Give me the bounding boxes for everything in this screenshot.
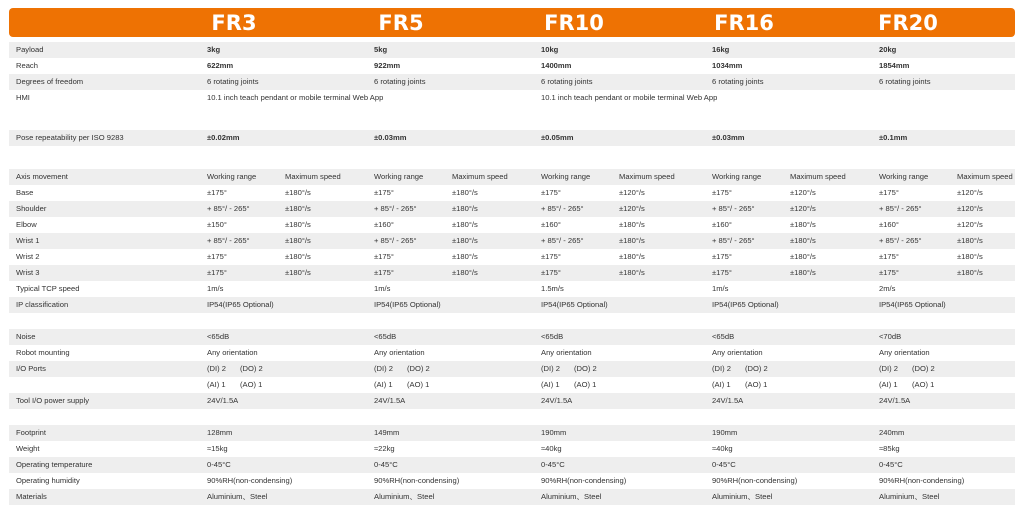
spec-row <box>9 345 1015 361</box>
working-range-value: ±175° <box>207 252 227 261</box>
spec-row <box>9 377 1015 393</box>
io-port-value: (AI) 1 <box>712 380 731 389</box>
working-range-value: ±175° <box>207 188 227 197</box>
spec-value: 2m/s <box>879 284 896 293</box>
spec-value: 1m/s <box>374 284 391 293</box>
spec-value: 24V/1.5A <box>541 396 573 405</box>
spec-value: 1034mm <box>712 61 743 70</box>
io-port-value: (DO) 2 <box>745 364 768 373</box>
working-range-value: ±175° <box>879 252 899 261</box>
max-speed-value: ±180°/s <box>619 220 645 229</box>
model-name-fr10: FR10 <box>544 11 604 35</box>
max-speed-value: ±180°/s <box>957 252 983 261</box>
max-speed-value: ±120°/s <box>957 188 983 197</box>
spec-row <box>9 265 1015 281</box>
max-speed-value: Maximum speed <box>619 172 675 181</box>
spec-value: 922mm <box>374 61 401 70</box>
spec-label: Wrist 3 <box>16 268 40 277</box>
spec-value: 90%RH(non-condensing) <box>207 476 293 485</box>
spec-row <box>9 473 1015 489</box>
spec-value: 0-45°C <box>374 460 398 469</box>
spec-value: <70dB <box>879 332 902 341</box>
spec-value: 0-45°C <box>879 460 903 469</box>
spec-label: Wrist 2 <box>16 252 40 261</box>
model-name-fr3: FR3 <box>211 11 257 35</box>
spec-value: 149mm <box>374 428 400 437</box>
spec-row <box>9 185 1015 201</box>
spec-value: ≈40kg <box>541 444 562 453</box>
spec-label: Base <box>16 188 34 197</box>
spec-value: <65dB <box>207 332 230 341</box>
max-speed-value: ±180°/s <box>957 236 983 245</box>
spec-label: Payload <box>16 45 44 54</box>
max-speed-value: ±180°/s <box>285 204 311 213</box>
spec-value: 5kg <box>374 45 388 54</box>
max-speed-value: ±180°/s <box>452 236 478 245</box>
max-speed-value: ±180°/s <box>619 252 645 261</box>
io-port-value: (DO) 2 <box>912 364 935 373</box>
working-range-value: + 85°/ - 265° <box>712 204 755 213</box>
spec-value: 20kg <box>879 45 897 54</box>
spec-row <box>9 361 1015 377</box>
working-range-value: + 85°/ - 265° <box>541 236 584 245</box>
io-port-value: (DI) 2 <box>374 364 393 373</box>
max-speed-value: ±180°/s <box>452 188 478 197</box>
max-speed-value: ±180°/s <box>619 236 645 245</box>
spec-value: 240mm <box>879 428 905 437</box>
working-range-value: ±175° <box>374 268 394 277</box>
spec-value: 6 rotating joints <box>712 77 764 86</box>
spec-value: 90%RH(non-condensing) <box>541 476 627 485</box>
io-port-value: (DI) 2 <box>879 364 898 373</box>
max-speed-value: ±180°/s <box>452 220 478 229</box>
max-speed-value: ±180°/s <box>285 252 311 261</box>
working-range-value: Working range <box>879 172 929 181</box>
max-speed-value: Maximum speed <box>957 172 1013 181</box>
spec-row <box>9 42 1015 58</box>
spec-value: 622mm <box>207 61 234 70</box>
spec-value: 90%RH(non-condensing) <box>374 476 460 485</box>
io-port-value: (DI) 2 <box>207 364 226 373</box>
spec-value: 16kg <box>712 45 730 54</box>
spec-row <box>9 74 1015 90</box>
spec-value: <65dB <box>712 332 735 341</box>
spec-value: ≈40kg <box>712 444 733 453</box>
max-speed-value: ±180°/s <box>790 268 816 277</box>
spec-label: Pose repeatability per ISO 9283 <box>16 133 124 142</box>
spec-value: 24V/1.5A <box>712 396 744 405</box>
working-range-value: Working range <box>207 172 257 181</box>
spec-value: 190mm <box>712 428 738 437</box>
spec-row <box>9 281 1015 297</box>
spec-value: Aluminium、Steel <box>207 492 268 501</box>
max-speed-value: Maximum speed <box>790 172 846 181</box>
spec-value: 1.5m/s <box>541 284 564 293</box>
max-speed-value: ±120°/s <box>619 188 645 197</box>
model-name-fr20: FR20 <box>878 11 938 35</box>
spec-row <box>9 90 1015 106</box>
working-range-value: ±160° <box>374 220 394 229</box>
spec-value: ≈22kg <box>374 444 395 453</box>
spec-label: Typical TCP speed <box>16 284 80 293</box>
io-port-value: (DI) 2 <box>541 364 560 373</box>
spec-label: Tool I/O power supply <box>16 396 90 405</box>
io-port-value: (DI) 2 <box>712 364 731 373</box>
spec-value: 1400mm <box>541 61 572 70</box>
spec-value: 10.1 inch teach pendant or mobile terminal Web App <box>207 93 384 102</box>
spec-value: 1854mm <box>879 61 910 70</box>
spec-value: 24V/1.5A <box>207 396 239 405</box>
spec-value: ≈15kg <box>207 444 228 453</box>
working-range-value: ±175° <box>712 188 732 197</box>
spec-value: Aluminium、Steel <box>541 492 602 501</box>
spec-value: 6 rotating joints <box>374 77 426 86</box>
spec-value: Any orientation <box>374 348 425 357</box>
spec-row <box>9 249 1015 265</box>
working-range-value: + 85°/ - 265° <box>374 204 417 213</box>
spec-value: 24V/1.5A <box>374 396 406 405</box>
spec-label: Operating temperature <box>16 460 93 469</box>
working-range-value: + 85°/ - 265° <box>207 236 250 245</box>
spec-row <box>9 425 1015 441</box>
spec-row <box>9 169 1015 185</box>
io-port-value: (DO) 2 <box>407 364 430 373</box>
spec-row <box>9 457 1015 473</box>
max-speed-value: ±180°/s <box>285 268 311 277</box>
spec-value: ±0.1mm <box>879 133 908 142</box>
working-range-value: ±175° <box>207 268 227 277</box>
spec-label: Noise <box>16 332 36 341</box>
spec-value: Any orientation <box>541 348 592 357</box>
working-range-value: Working range <box>374 172 424 181</box>
io-port-value: (AI) 1 <box>879 380 898 389</box>
spec-row <box>9 441 1015 457</box>
spec-value: Aluminium、Steel <box>712 492 773 501</box>
spec-value: 6 rotating joints <box>207 77 259 86</box>
spec-label: Wrist 1 <box>16 236 40 245</box>
spec-value: 10.1 inch teach pendant or mobile terminal Web App <box>541 93 718 102</box>
spec-value: IP54(IP65 Optional) <box>879 300 946 309</box>
spec-value: 1m/s <box>207 284 224 293</box>
max-speed-value: ±120°/s <box>790 188 816 197</box>
spec-label: Footprint <box>16 428 46 437</box>
working-range-value: ±160° <box>712 220 732 229</box>
spec-value: ±0.03mm <box>712 133 745 142</box>
working-range-value: ±175° <box>541 252 561 261</box>
spec-value: Any orientation <box>712 348 763 357</box>
max-speed-value: ±180°/s <box>790 236 816 245</box>
working-range-value: ±175° <box>712 252 732 261</box>
spec-value: 0-45°C <box>207 460 231 469</box>
spec-row <box>9 233 1015 249</box>
model-header-bar <box>9 8 1015 37</box>
spec-value: IP54(IP65 Optional) <box>541 300 608 309</box>
working-range-value: ±150° <box>207 220 227 229</box>
working-range-value: ±175° <box>541 188 561 197</box>
working-range-value: + 85°/ - 265° <box>541 204 584 213</box>
spec-row <box>9 217 1015 233</box>
spec-value: 190mm <box>541 428 567 437</box>
spec-row <box>9 297 1015 313</box>
max-speed-value: ±180°/s <box>790 220 816 229</box>
spec-label: IP classification <box>16 300 69 309</box>
io-port-value: (DO) 2 <box>574 364 597 373</box>
io-port-value: (AO) 1 <box>745 380 768 389</box>
spec-value: ≈85kg <box>879 444 900 453</box>
spec-label: Robot mounting <box>16 348 70 357</box>
spec-value: <65dB <box>541 332 564 341</box>
max-speed-value: ±180°/s <box>285 236 311 245</box>
spec-value: Any orientation <box>207 348 258 357</box>
max-speed-value: ±120°/s <box>957 220 983 229</box>
spec-value: IP54(IP65 Optional) <box>207 300 274 309</box>
max-speed-value: ±180°/s <box>452 252 478 261</box>
io-port-value: (DO) 2 <box>240 364 263 373</box>
max-speed-value: ±180°/s <box>619 268 645 277</box>
spec-value: Any orientation <box>879 348 930 357</box>
spec-value: 0-45°C <box>541 460 565 469</box>
max-speed-value: ±180°/s <box>957 268 983 277</box>
max-speed-value: ±120°/s <box>957 204 983 213</box>
max-speed-value: ±180°/s <box>285 220 311 229</box>
spec-value: 128mm <box>207 428 233 437</box>
spec-label: Weight <box>16 444 40 453</box>
spec-label: Axis movement <box>16 172 68 181</box>
working-range-value: ±175° <box>712 268 732 277</box>
spec-label: Materials <box>16 492 47 501</box>
spec-row <box>9 489 1015 505</box>
spec-value: 90%RH(non-condensing) <box>712 476 798 485</box>
io-port-value: (AO) 1 <box>574 380 597 389</box>
max-speed-value: ±120°/s <box>619 204 645 213</box>
spec-row <box>9 58 1015 74</box>
spec-value: ±0.05mm <box>541 133 574 142</box>
working-range-value: + 85°/ - 265° <box>374 236 417 245</box>
max-speed-value: Maximum speed <box>452 172 508 181</box>
max-speed-value: ±180°/s <box>452 204 478 213</box>
max-speed-value: ±120°/s <box>790 204 816 213</box>
working-range-value: + 85°/ - 265° <box>207 204 250 213</box>
spec-value: 10kg <box>541 45 559 54</box>
spec-value: 6 rotating joints <box>541 77 593 86</box>
working-range-value: Working range <box>712 172 762 181</box>
working-range-value: ±175° <box>541 268 561 277</box>
io-port-value: (AI) 1 <box>541 380 560 389</box>
spec-row <box>9 393 1015 409</box>
spec-value: 90%RH(non-condensing) <box>879 476 965 485</box>
max-speed-value: ±180°/s <box>452 268 478 277</box>
spec-value: 1m/s <box>712 284 729 293</box>
spec-label: Operating humidity <box>16 476 80 485</box>
spec-label: HMI <box>16 93 30 102</box>
working-range-value: ±175° <box>374 252 394 261</box>
spec-value: 6 rotating joints <box>879 77 931 86</box>
spec-value: ±0.03mm <box>374 133 407 142</box>
working-range-value: + 85°/ - 265° <box>879 204 922 213</box>
spec-row <box>9 201 1015 217</box>
spec-value: 0-45°C <box>712 460 736 469</box>
model-name-fr16: FR16 <box>714 11 774 35</box>
io-port-value: (AI) 1 <box>374 380 393 389</box>
working-range-value: ±175° <box>879 268 899 277</box>
spec-value: 3kg <box>207 45 221 54</box>
spec-value: IP54(IP65 Optional) <box>712 300 779 309</box>
max-speed-value: ±180°/s <box>790 252 816 261</box>
io-port-value: (AO) 1 <box>407 380 430 389</box>
spec-row <box>9 130 1015 146</box>
working-range-value: + 85°/ - 265° <box>712 236 755 245</box>
max-speed-value: Maximum speed <box>285 172 341 181</box>
spec-value: Aluminium、Steel <box>374 492 435 501</box>
max-speed-value: ±180°/s <box>285 188 311 197</box>
spec-value: IP54(IP65 Optional) <box>374 300 441 309</box>
spec-label: I/O Ports <box>16 364 46 373</box>
spec-label: Reach <box>16 61 38 70</box>
working-range-value: ±175° <box>879 188 899 197</box>
io-port-value: (AI) 1 <box>207 380 226 389</box>
spec-label: Degrees of freedom <box>16 77 84 86</box>
spec-label: Elbow <box>16 220 37 229</box>
working-range-value: ±160° <box>541 220 561 229</box>
working-range-value: Working range <box>541 172 591 181</box>
spec-value: 24V/1.5A <box>879 396 911 405</box>
working-range-value: + 85°/ - 265° <box>879 236 922 245</box>
spec-value: <65dB <box>374 332 397 341</box>
working-range-value: ±160° <box>879 220 899 229</box>
working-range-value: ±175° <box>374 188 394 197</box>
io-port-value: (AO) 1 <box>240 380 263 389</box>
spec-value: Aluminium、Steel <box>879 492 940 501</box>
model-name-fr5: FR5 <box>378 11 424 35</box>
spec-row <box>9 329 1015 345</box>
io-port-value: (AO) 1 <box>912 380 935 389</box>
spec-label: Shoulder <box>16 204 47 213</box>
spec-value: ±0.02mm <box>207 133 240 142</box>
